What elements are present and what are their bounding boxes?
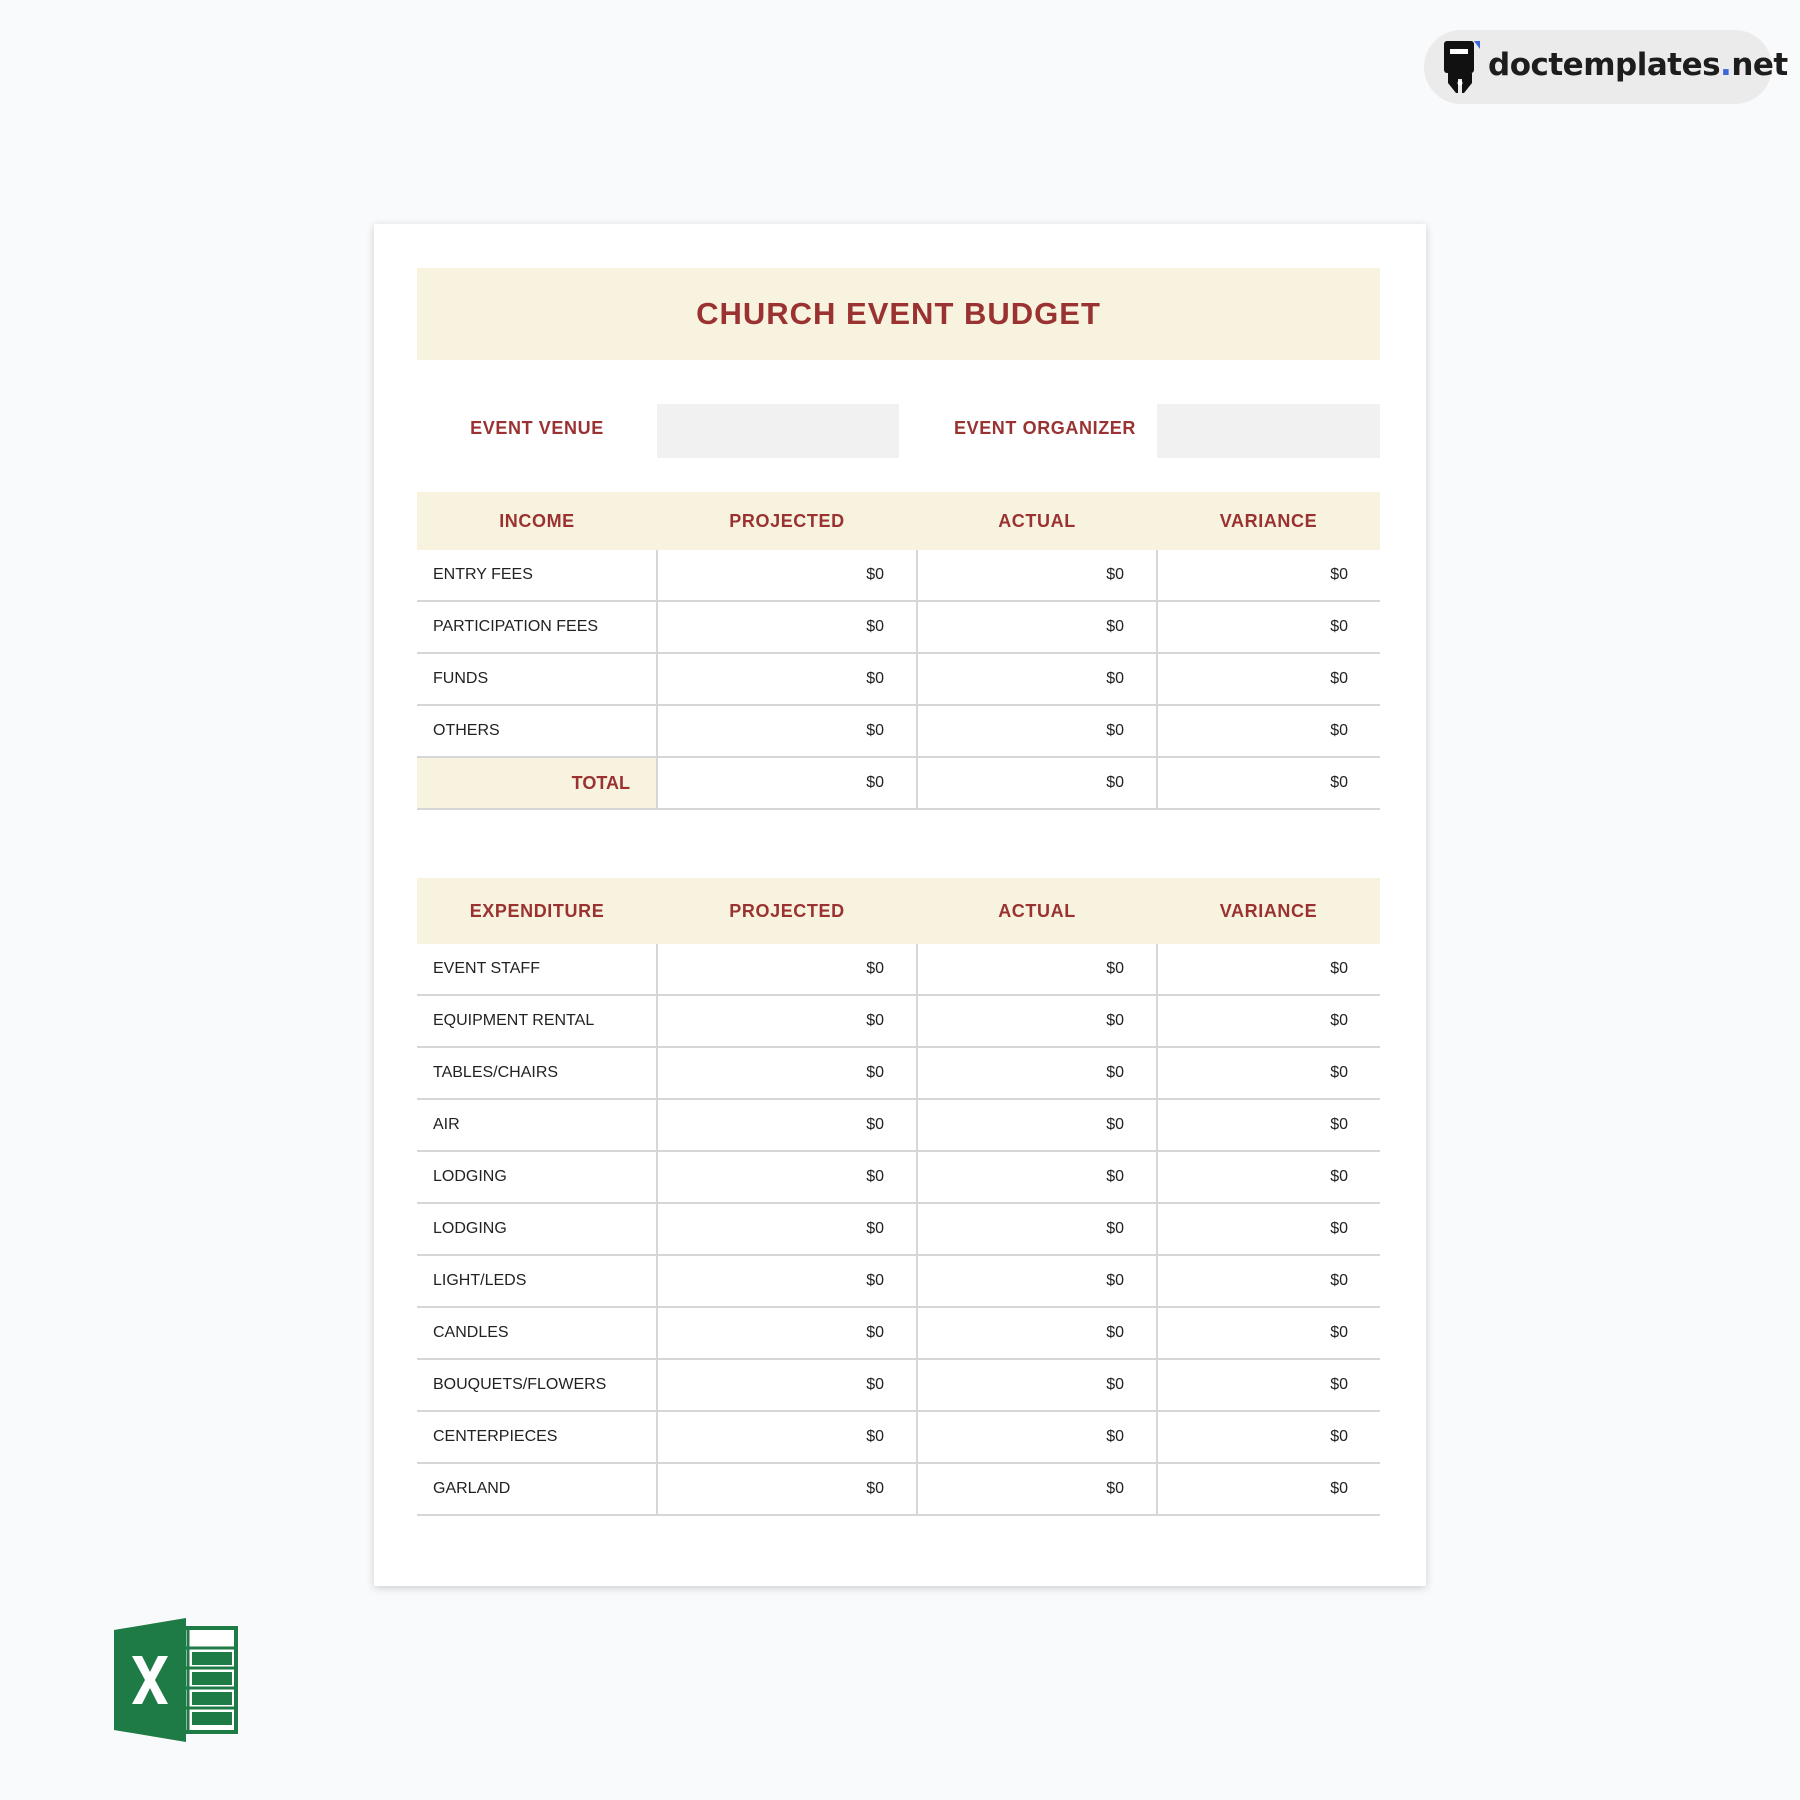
actual-value[interactable]: $0 <box>917 995 1157 1047</box>
variance-value[interactable]: $0 <box>1157 944 1380 995</box>
expenditure-row <box>417 1151 1380 1203</box>
expenditure-row <box>417 1255 1380 1307</box>
projected-header: PROJECTED <box>657 492 917 550</box>
variance-value[interactable]: $0 <box>1157 1203 1380 1255</box>
variance-value[interactable]: $0 <box>1157 1047 1380 1099</box>
expenditure-row <box>417 1359 1380 1411</box>
actual-value[interactable]: $0 <box>917 1047 1157 1099</box>
row-label: CENTERPIECES <box>417 1411 657 1463</box>
row-label: AIR <box>417 1099 657 1151</box>
event-venue-field[interactable] <box>657 404 899 458</box>
row-label: GARLAND <box>417 1463 657 1515</box>
expenditure-row <box>417 1047 1380 1099</box>
projected-value[interactable]: $0 <box>657 705 917 757</box>
income-row <box>417 705 1380 757</box>
actual-value[interactable]: $0 <box>917 1411 1157 1463</box>
actual-value[interactable]: $0 <box>917 550 1157 601</box>
row-label: EVENT STAFF <box>417 944 657 995</box>
projected-value[interactable]: $0 <box>657 1099 917 1151</box>
projected-value[interactable]: $0 <box>657 1463 917 1515</box>
actual-value[interactable]: $0 <box>917 944 1157 995</box>
income-header-row <box>417 492 1380 550</box>
microsoft-excel-icon <box>114 1618 240 1742</box>
income-table <box>417 492 1380 810</box>
actual-value[interactable]: $0 <box>917 1463 1157 1515</box>
expenditure-row <box>417 1203 1380 1255</box>
actual-value[interactable]: $0 <box>917 1099 1157 1151</box>
variance-value[interactable]: $0 <box>1157 1463 1380 1515</box>
actual-value[interactable]: $0 <box>917 705 1157 757</box>
variance-header: VARIANCE <box>1157 878 1380 944</box>
event-organizer-label: EVENT ORGANIZER <box>953 418 1136 438</box>
projected-value[interactable]: $0 <box>657 1411 917 1463</box>
projected-value[interactable]: $0 <box>657 550 917 601</box>
event-organizer-field[interactable] <box>1157 404 1380 458</box>
projected-value[interactable]: $0 <box>657 944 917 995</box>
expenditure-row <box>417 995 1380 1047</box>
projected-header: PROJECTED <box>657 878 917 944</box>
variance-value[interactable]: $0 <box>1157 705 1380 757</box>
income-total-row <box>417 757 1380 809</box>
income-row <box>417 653 1380 705</box>
actual-value[interactable]: $0 <box>917 1203 1157 1255</box>
row-label: PARTICIPATION FEES <box>417 601 657 653</box>
expenditure-row <box>417 944 1380 995</box>
variance-value[interactable]: $0 <box>1157 995 1380 1047</box>
brand-name: doctemplates.net <box>1488 47 1788 83</box>
row-label: LODGING <box>417 1203 657 1255</box>
row-label: TABLES/CHAIRS <box>417 1047 657 1099</box>
projected-value[interactable]: $0 <box>657 1255 917 1307</box>
projected-value[interactable]: $0 <box>657 1047 917 1099</box>
actual-value[interactable]: $0 <box>917 653 1157 705</box>
actual-header: ACTUAL <box>917 878 1157 944</box>
total-projected-value[interactable]: $0 <box>657 757 917 809</box>
projected-value[interactable]: $0 <box>657 1307 917 1359</box>
actual-value[interactable]: $0 <box>917 1307 1157 1359</box>
variance-value[interactable]: $0 <box>1157 1255 1380 1307</box>
expenditure-row <box>417 1463 1380 1515</box>
total-label: TOTAL <box>417 757 657 809</box>
variance-value[interactable]: $0 <box>1157 1411 1380 1463</box>
income-row <box>417 550 1380 601</box>
row-label: LIGHT/LEDS <box>417 1255 657 1307</box>
projected-value[interactable]: $0 <box>657 1151 917 1203</box>
page-title: CHURCH EVENT BUDGET <box>696 296 1101 331</box>
expenditure-row <box>417 1411 1380 1463</box>
row-label: CANDLES <box>417 1307 657 1359</box>
row-label: FUNDS <box>417 653 657 705</box>
projected-value[interactable]: $0 <box>657 601 917 653</box>
income-row <box>417 601 1380 653</box>
row-label: LODGING <box>417 1151 657 1203</box>
total-variance-value[interactable]: $0 <box>1157 757 1380 809</box>
actual-header: ACTUAL <box>917 492 1157 550</box>
actual-value[interactable]: $0 <box>917 1359 1157 1411</box>
projected-value[interactable]: $0 <box>657 1203 917 1255</box>
pen-nib-logo-icon <box>1442 39 1482 95</box>
projected-value[interactable]: $0 <box>657 653 917 705</box>
total-actual-value[interactable]: $0 <box>917 757 1157 809</box>
income-header: INCOME <box>417 492 657 550</box>
projected-value[interactable]: $0 <box>657 995 917 1047</box>
variance-value[interactable]: $0 <box>1157 1151 1380 1203</box>
actual-value[interactable]: $0 <box>917 1255 1157 1307</box>
expenditure-row <box>417 1099 1380 1151</box>
expenditure-header: EXPENDITURE <box>417 878 657 944</box>
variance-value[interactable]: $0 <box>1157 653 1380 705</box>
expenditure-table <box>417 878 1380 1516</box>
expenditure-header-row <box>417 878 1380 944</box>
doctemplates-badge[interactable] <box>1424 30 1788 104</box>
variance-value[interactable]: $0 <box>1157 1099 1380 1151</box>
variance-value[interactable]: $0 <box>1157 1359 1380 1411</box>
variance-header: VARIANCE <box>1157 492 1380 550</box>
variance-value[interactable]: $0 <box>1157 601 1380 653</box>
expenditure-row <box>417 1307 1380 1359</box>
event-venue-label: EVENT VENUE <box>470 418 604 438</box>
budget-sheet <box>374 224 1426 1586</box>
row-label: ENTRY FEES <box>417 550 657 601</box>
actual-value[interactable]: $0 <box>917 1151 1157 1203</box>
title-band <box>417 268 1380 360</box>
row-label: BOUQUETS/FLOWERS <box>417 1359 657 1411</box>
variance-value[interactable]: $0 <box>1157 550 1380 601</box>
row-label: EQUIPMENT RENTAL <box>417 995 657 1047</box>
row-label: OTHERS <box>417 705 657 757</box>
actual-value[interactable]: $0 <box>917 601 1157 653</box>
variance-value[interactable]: $0 <box>1157 1307 1380 1359</box>
projected-value[interactable]: $0 <box>657 1359 917 1411</box>
